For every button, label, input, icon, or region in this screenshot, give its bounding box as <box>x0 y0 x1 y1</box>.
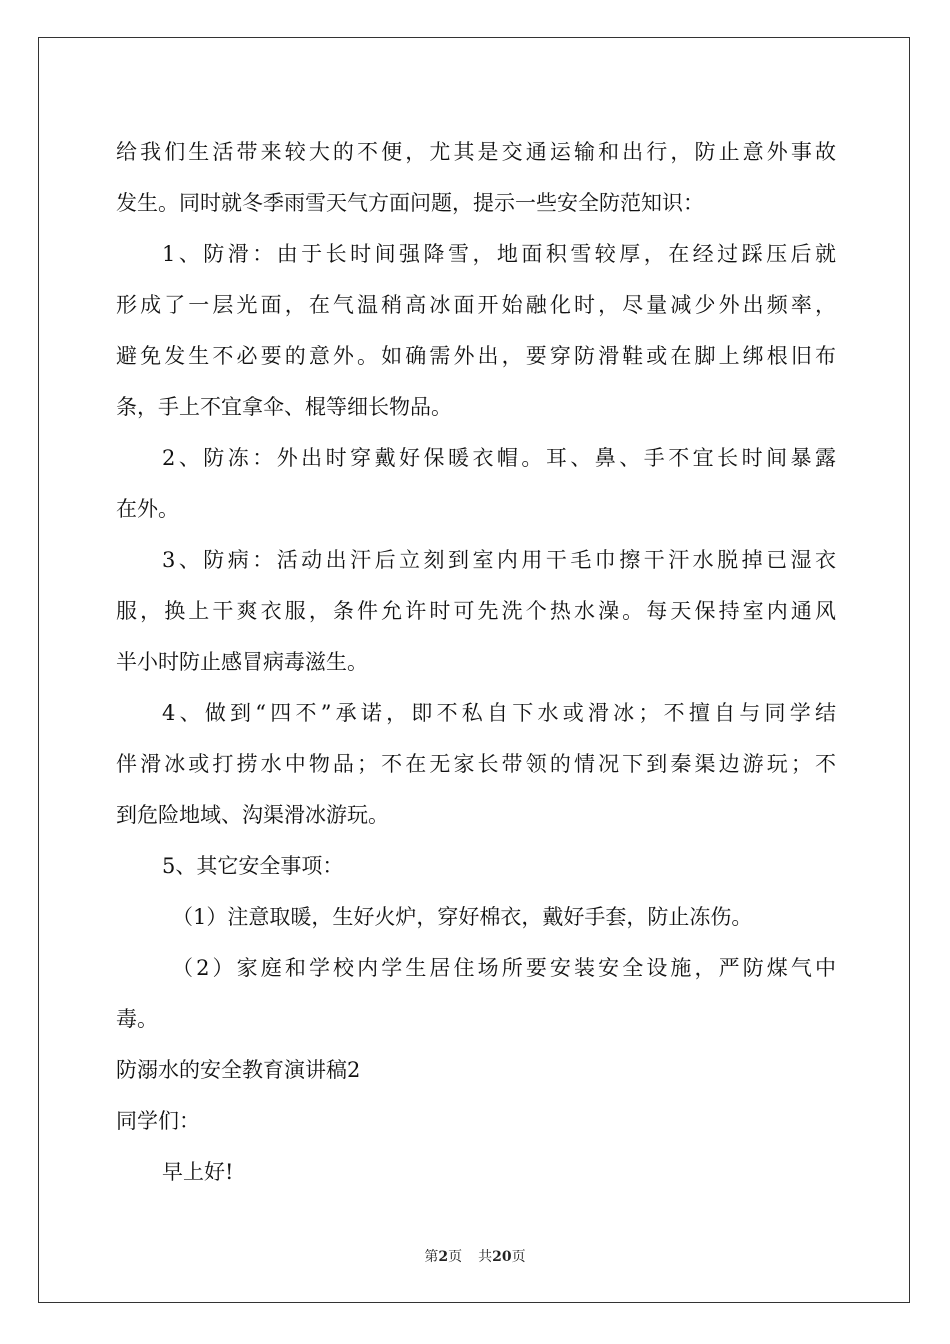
text-line: 服，换上干爽衣服，条件允许时可先洗个热水澡。每天保持室内通风 <box>116 599 836 623</box>
text-line: 4、做到“四不”承诺，即不私自下水或滑冰；不擅自与同学结 <box>162 701 836 725</box>
text-line: 伴滑冰或打捞水中物品；不在无家长带领的情况下到秦渠边游玩；不 <box>116 752 836 776</box>
text-line: 给我们生活带来较大的不便，尤其是交通运输和出行，防止意外事故 <box>116 140 836 164</box>
text-line: 毒。 <box>116 1007 158 1031</box>
total-pages: 20 <box>492 1249 512 1265</box>
text-line: 2、防冻：外出时穿戴好保暖衣帽。耳、鼻、手不宜长时间暴露 <box>162 446 836 470</box>
greeting: 早上好! <box>162 1160 234 1184</box>
text-line: 发生。同时就冬季雨雪天气方面问题，提示一些安全防范知识： <box>116 191 704 215</box>
text-line: 避免发生不必要的意外。如确需外出，要穿防滑鞋或在脚上绑根旧布 <box>116 344 836 368</box>
text-line: 形成了一层光面，在气温稍高冰面开始融化时，尽量减少外出频率， <box>116 293 836 317</box>
text-line: 在外。 <box>116 497 179 521</box>
page-suffix: 页 <box>448 1249 463 1265</box>
text-line: 5、其它安全事项： <box>162 854 344 878</box>
salutation: 同学们： <box>116 1109 200 1133</box>
page-footer <box>0 1246 950 1266</box>
text-line: 半小时防止感冒病毒滋生。 <box>116 650 368 674</box>
total-prefix: 共 <box>478 1249 493 1265</box>
page-prefix: 第 <box>424 1249 439 1265</box>
text-line: 3、防病：活动出汗后立刻到室内用干毛巾擦干汗水脱掉已湿衣 <box>162 548 836 572</box>
total-suffix: 页 <box>511 1249 526 1265</box>
text-line: 条，手上不宜拿伞、棍等细长物品。 <box>116 395 452 419</box>
section-title: 防溺水的安全教育演讲稿2 <box>116 1058 361 1082</box>
text-line: （1）注意取暖，生好火炉，穿好棉衣，戴好手套，防止冻伤。 <box>172 905 753 929</box>
text-line: 到危险地域、沟渠滑冰游玩。 <box>116 803 389 827</box>
text-line: （2）家庭和学校内学生居住场所要安装安全设施，严防煤气中 <box>172 956 836 980</box>
text-line: 1、防滑：由于长时间强降雪，地面积雪较厚，在经过踩压后就 <box>162 242 836 266</box>
document-body <box>116 127 836 1198</box>
page-number: 2 <box>438 1249 449 1265</box>
